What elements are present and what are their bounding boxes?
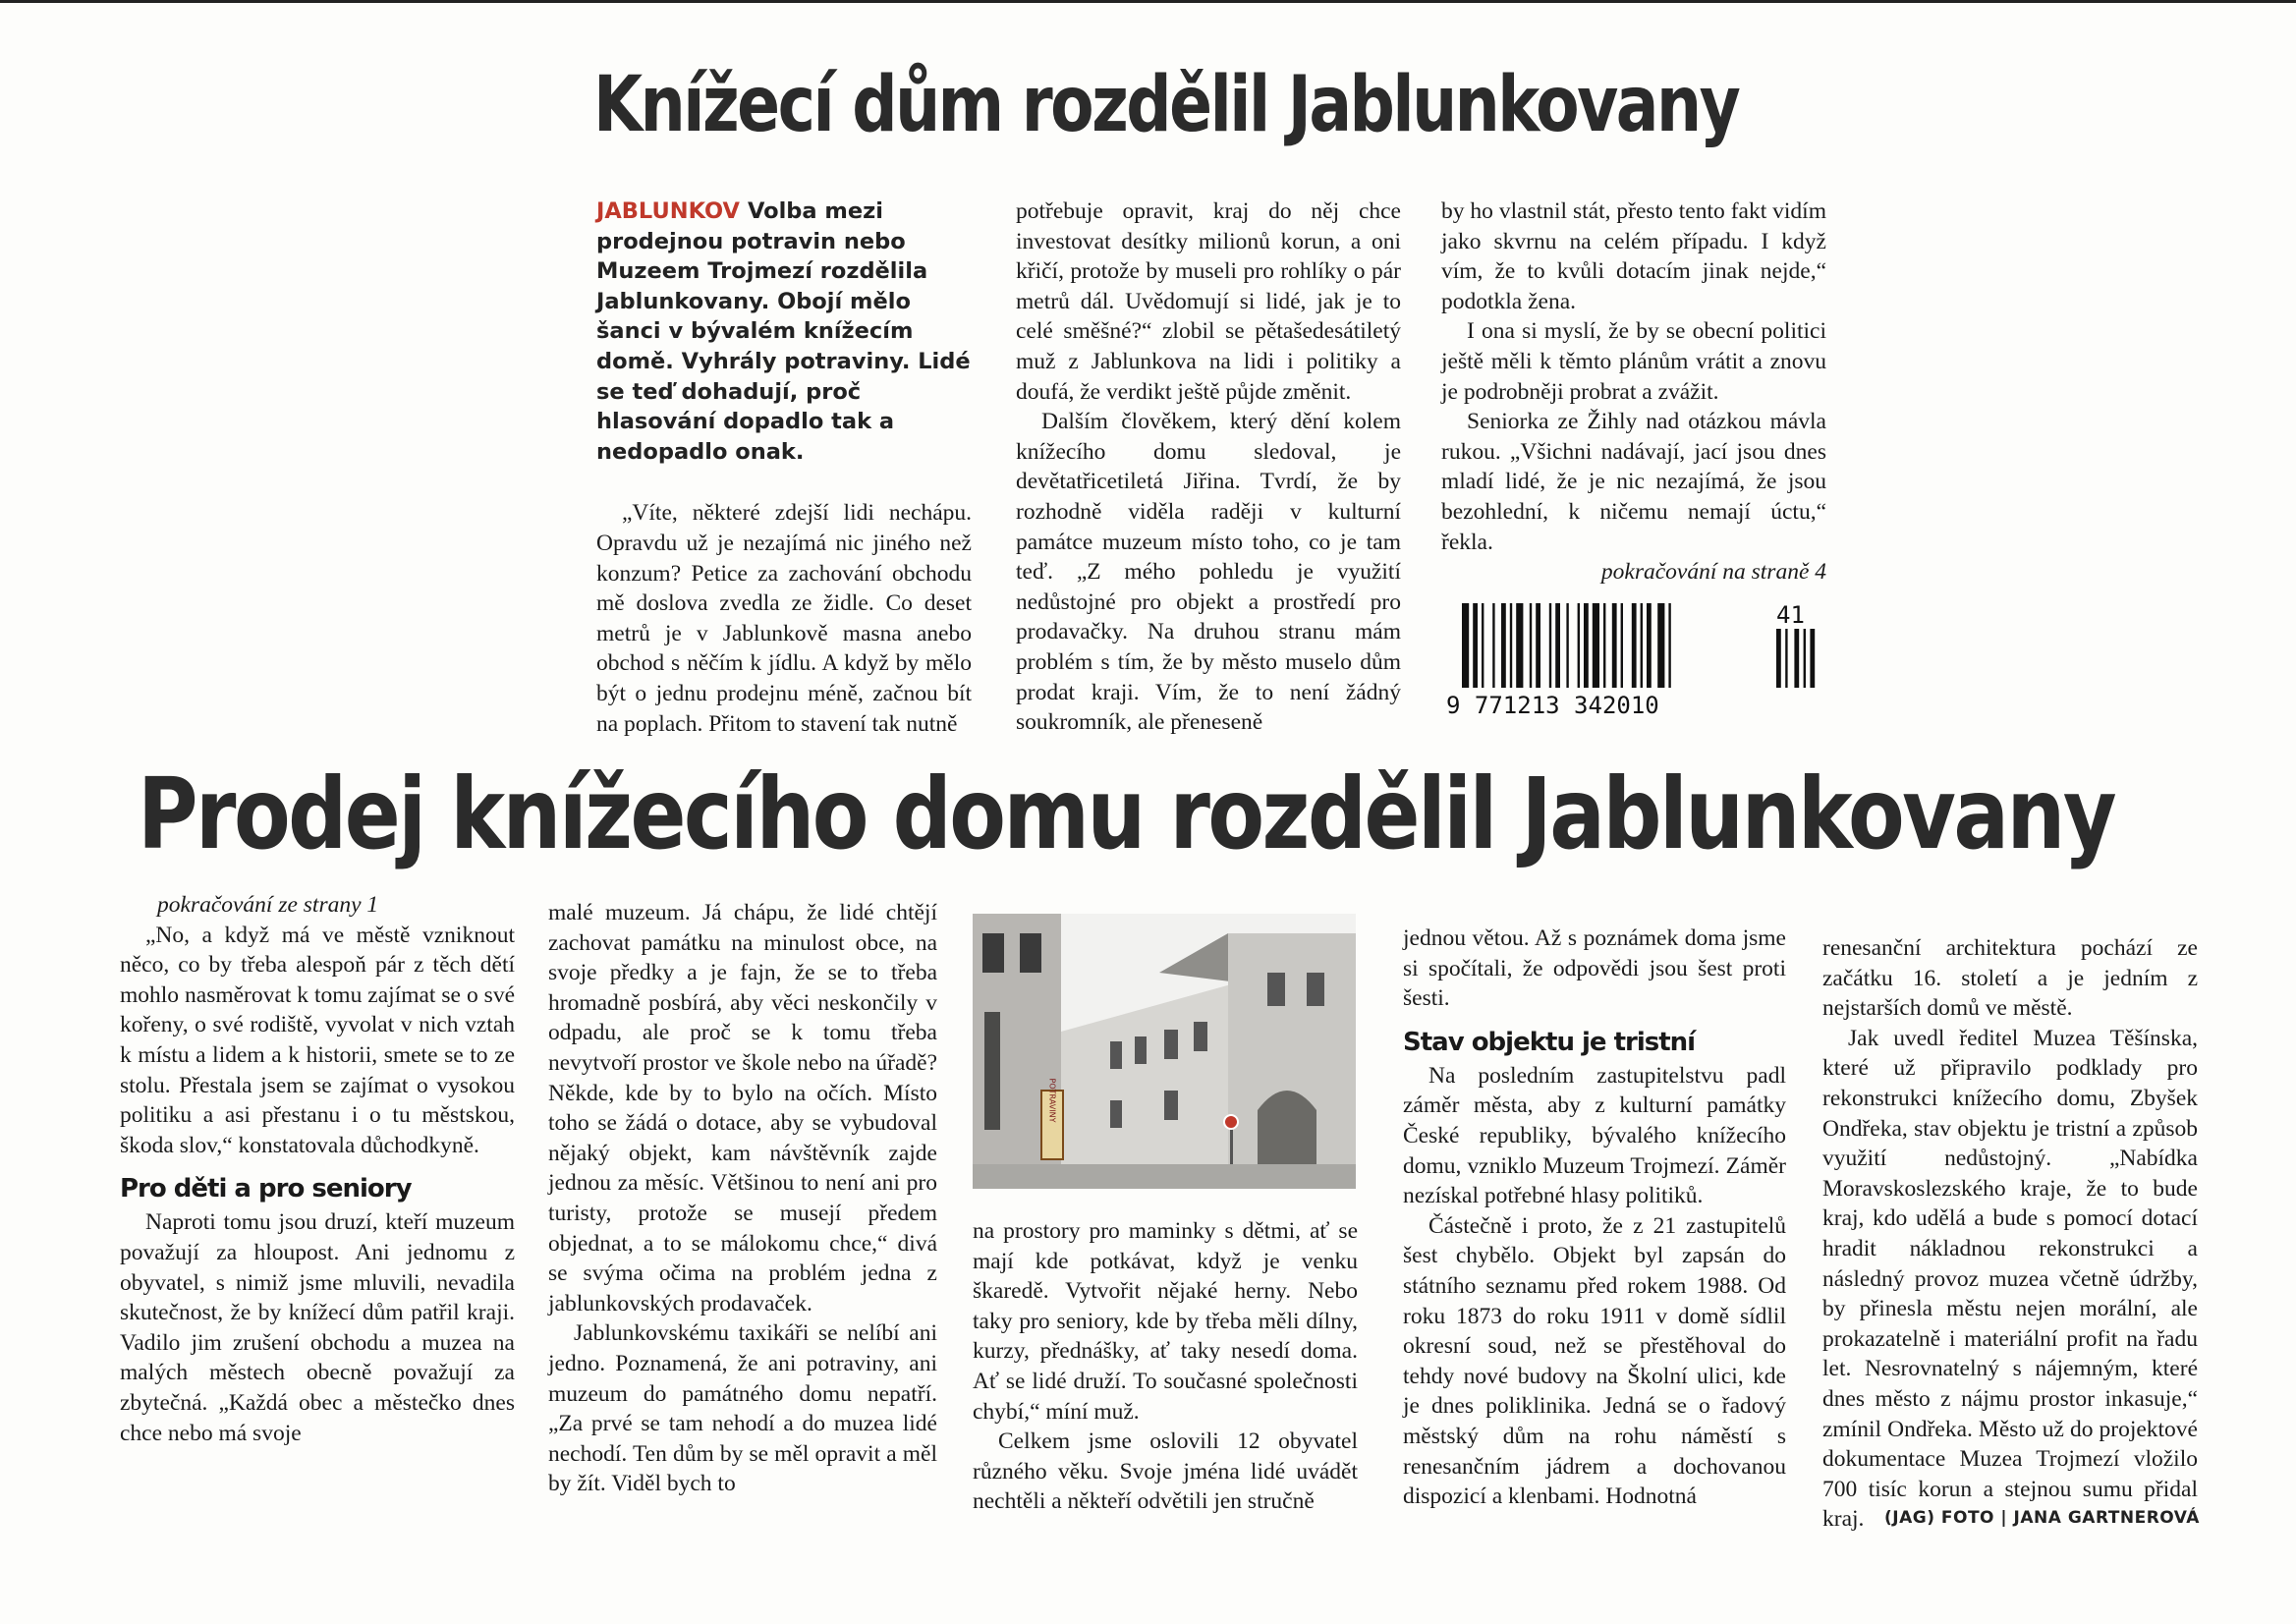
- barcode: [1444, 599, 1829, 717]
- dateline: JABLUNKOV: [596, 198, 740, 224]
- subheading: Stav objektu je tristní: [1403, 1027, 1696, 1057]
- article1-column-3: [1441, 196, 1826, 588]
- barcode-bar: [1632, 603, 1637, 688]
- barcode-bar: [1593, 603, 1599, 688]
- subheading: Pro děti a pro seniory: [120, 1174, 412, 1204]
- article1-column-2: [1016, 196, 1401, 738]
- barcode-bar: [1785, 629, 1787, 688]
- barcode-bar: [1492, 603, 1494, 688]
- article2-paragraph: Naproti tomu jsou druzí, kteří muzeum považují za hloupost. Ani jednomu z obyvatel, s nimiž jsme mluvili, nevadila skutečnost, že by knížecí dům patřil kraji. Vadilo jim zrušení obchodu a muzea na malých městech obecně považují za zbytečná. „Každá obec a městečko dnes chce nebo má svoje: [120, 1209, 515, 1446]
- article2-column-1: [120, 890, 515, 1448]
- article2-column-2: [548, 898, 937, 1499]
- barcode-bar: [1621, 603, 1623, 688]
- article2-column-3: [973, 1216, 1358, 1517]
- barcode-bar: [1501, 603, 1506, 688]
- article2-paragraph: Částečně i proto, že z 21 zastupitelů šest chybělo. Objekt byl zapsán do státního seznamu před rokem 1988. Od roku 1873 do roku 1911 v domě sídlil okresní soud, než se přestěhoval do tehdy nové budovy na Školní ulici, kde je dnes poliklinika. Jedná se o řadový městský dům na rohu náměstí s renesančním jádrem a dochovanou dispozicí a klenbami. Hodnotná: [1403, 1212, 1786, 1510]
- barcode-digits: 9 771213 342010: [1446, 692, 1659, 717]
- barcode-bar: [1482, 603, 1484, 688]
- barcode-bar: [1462, 603, 1469, 688]
- article1-headline: Knížecí dům rozdělil Jablunkovany: [593, 61, 1739, 149]
- article2-paragraph: Jablunkovskému taxikáři se nelíbí ani jedno. Poznamená, že ani potraviny, ani muzeum do památného domu nepatří. „Za prvé se tam nehodí a do muzea lidé nechodí. Ten dům by se měl opravit a měl by žít. Viděl bych to: [548, 1320, 937, 1497]
- article2-column-5: [1822, 933, 2198, 1535]
- barcode-bar: [1566, 603, 1568, 688]
- barcode-bar: [1647, 603, 1652, 688]
- article1-lead: [596, 196, 972, 467]
- barcode-bar: [1510, 603, 1512, 688]
- article2-paragraph: Na posledním zastupitelstvu padl záměr města, aby z kulturní památky České republiky, bývalého knížecího domu, vzniklo Muzeum Trojmezí. Záměr nezískal potřebné hlasy politiků.: [1403, 1062, 1786, 1209]
- barcode-bar: [1536, 603, 1540, 688]
- article1-paragraph: Dalším člověkem, který dění kolem knížecího domu sledoval, je devětatřicetiletá Jiřina. Tvrdí, že by rozhodně viděla raději v kulturní památce muzeum místo toho, co je tam teď. „Z mého pohledu je využití nedůstojné pro objekt a prostředí pro prodavačky. Na druhou stranu mám problém s tím, že by město muselo dům prodat kraji. Vím, že to není žádný soukromník, ale přeneseně: [1016, 409, 1401, 736]
- barcode-bar: [1776, 629, 1781, 688]
- building-photo: [973, 914, 1356, 1189]
- article1-column-1: [596, 196, 972, 739]
- barcode-bar: [1473, 603, 1478, 688]
- barcode-bar: [1603, 603, 1605, 688]
- barcode-bar: [1668, 603, 1670, 688]
- barcode-bar: [1516, 603, 1523, 688]
- article2-paragraph: malé muzeum. Já chápu, že lidé chtějí zachovat památku na minulost obce, na svoje předky a je fajn, že se to třeba hromadně posbírá, aby věci neskončily v odpadu, ale proč se k tomu třeba nevytvoří prostor ve škole nebo na úřadě? Někde, kde by to bylo na očích. Místo toho se žádá o dotace, aby se vybudoval nějaký objekt, kam návštěvník zajde jednou za měsíc. Většinou to není ani pro turisty, protože se musejí předem objednat, a to se málokomu chce,“ divá se svýma očima na problém jedna z jablunkovských prodavaček.: [548, 900, 937, 1316]
- continued-note: pokračování na straně 4: [1600, 559, 1826, 586]
- continued-from: pokračování ze strany 1: [157, 892, 379, 918]
- shop-sign: POTRAVINY: [1047, 1078, 1057, 1123]
- article2-headline: Prodej knížecího domu rozdělil Jablunkovany: [138, 756, 2115, 871]
- barcode-bar: [1657, 603, 1664, 688]
- article2-paragraph: jednou větou. Až s poznámek doma jsme si spočítali, že odpovědi jsou šest proti šesti.: [1403, 925, 1786, 1012]
- barcode-bar: [1810, 629, 1815, 688]
- barcode-issue: 41: [1776, 601, 1805, 629]
- article1-paragraph: potřebuje opravit, kraj do něj chce investovat desítky milionů korun, a oni křičí, protože by museli pro rohlíky o pár metrů dál. Uvědomují si lidé, jak je to celé směšné?“ zlobil se pětašedesátiletý muž z Jablunkova na lidi i politiky a doufá, že verdikt ještě půjde změnit.: [1016, 198, 1401, 405]
- lead-text: Volba mezi prodejnou potravin nebo Muzeem Trojmezí rozdělila Jablunkovany. Obojí mělo šanci v bývalém knížecím domě. Vyhrály potraviny. Lidé se teď dohadují, proč hlasování dopadlo tak a nedopadlo onak.: [596, 198, 971, 465]
- barcode-bar: [1578, 603, 1580, 688]
- barcode-bar: [1555, 603, 1560, 688]
- barcode-bar: [1584, 603, 1589, 688]
- article1-paragraph: I ona si myslí, že by se obecní politici ještě měli k těmto plánům vrátit a znovu je podrobněji probrat a zvážit.: [1441, 318, 1826, 405]
- top-rule: [0, 0, 2296, 3]
- article2-paragraph: „No, a když má ve městě vzniknout něco, co by třeba alespoň pár z těch dětí mohlo nasměrovat k tomu zajímat se o své kořeny, o své rodiště, vyvolat v nich vztah k místu a lidem a k historii, smete se to ze stolu. Přestala jsem se zajímat o vysokou politiku a asi přestanu i o tu městskou, škoda slov,“ konstatovala důchodkyně.: [120, 922, 515, 1158]
- article1-paragraph: by ho vlastnil stát, přesto tento fakt vidím jako skvrnu na celém případu. I když vím, že to kvůli dotacím jinak nejde,“ podotkla žena.: [1441, 198, 1826, 314]
- barcode-bar: [1530, 603, 1532, 688]
- photo-credit: (JAG) FOTO | JANA GARTNEROVÁ: [1884, 1508, 2200, 1528]
- barcode-bar: [1641, 603, 1643, 688]
- barcode-bar: [1549, 603, 1551, 688]
- barcode-bar: [1794, 629, 1799, 688]
- article2-paragraph: renesanční architektura pochází ze začátku 16. století a je jedním z nejstarších domů ve městě.: [1822, 935, 2198, 1022]
- article2-paragraph: na prostory pro maminky s dětmi, ať se mají kde potkávat, když je venku škaredě. Vytvořit nějaké herny. Nebo taky pro seniory, kde by třeba měli dílny, kurzy, přednášky, ať taky nesedí doma. Ať se lidé druží. To současné společnosti chybí,“ míní muž.: [973, 1218, 1358, 1425]
- article2-column-4: [1403, 924, 1786, 1512]
- article1-paragraph: „Víte, některé zdejší lidi nechápu. Opravdu už je nezajímá nic jiného než konzum? Petice za zachování obchodu mě doslova zvedla ze židle. Co deset metrů je v Jablunkově masna anebo obchod s něčím k jídlu. A když by mělo být o jednu prodejnu méně, začnou bít na poplach. Přitom to stavení tak nutně: [596, 500, 972, 737]
- article2-paragraph: Jak uvedl ředitel Muzea Těšínska, které už připravilo podklady pro rekonstrukci knížecího domu, Zbyšek Ondřeka, stav objektu je tristní a způsob využití nedůstojný. „Nabídka Moravskoslezského kraje, že to bude kraj, kdo udělá a bude s pomocí dotací hradit nákladnou rekonstrukci a následný provoz muzea včetně údržby, by přinesla městu nejen morální, ale prokazatelně i materiální profit na řadu let. Nesrovnatelný s nájemným, které dnes město z nájmu prostor inkasuje,“ zmínil Ondřeka. Město už do projektové dokumentace Muzea Trojmezí vložilo 700 tisíc korun a stejnou sumu přidal kraj.: [1822, 1025, 2198, 1533]
- barcode-bar: [1804, 629, 1806, 688]
- article2-paragraph: Celkem jsme oslovili 12 obyvatel různého věku. Svoje jména lidé uvádět nechtěli a někteří odvětili jen stručně: [973, 1428, 1358, 1515]
- article1-paragraph: Seniorka ze Žihly nad otázkou mávla rukou. „Všichni nadávají, jací jsou dnes mladí lidé, že je nic nezajímá, že jsou bezohlední, k ničemu nemají úctu,“ řekla.: [1441, 409, 1826, 555]
- barcode-bar: [1612, 603, 1617, 688]
